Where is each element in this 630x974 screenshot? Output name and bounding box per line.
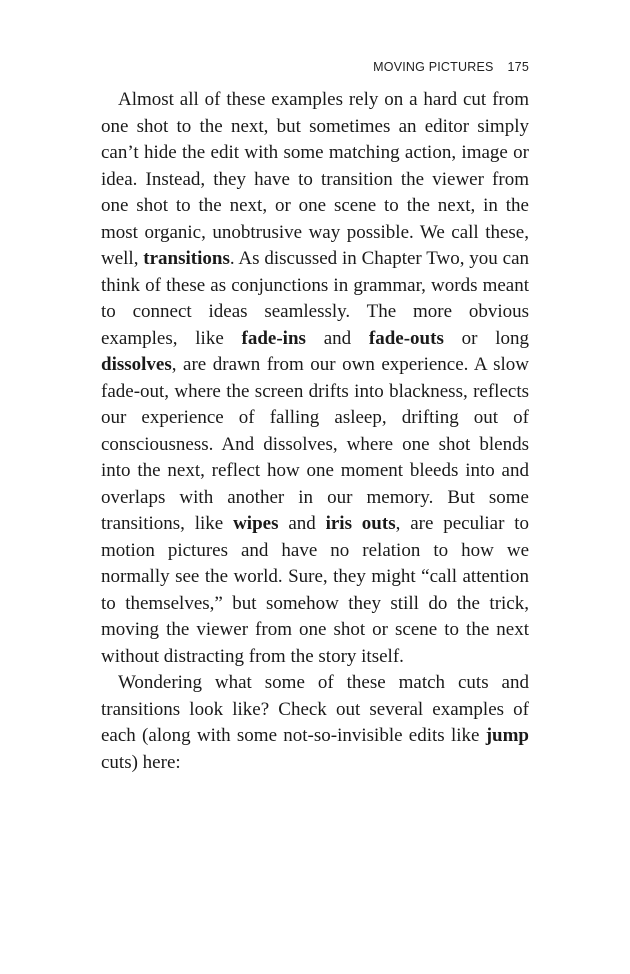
- text-segment: , are drawn from our own experience. A slow fade-out, where the screen drifts into blackness, reflects our experience of falling asleep, drifting out of consciousness. And dissolves, where one shot blends into the next, reflect how one moment bleeds into and overlaps with another in our memory. But some transitions, like: [101, 354, 529, 534]
- page-number: 175: [507, 60, 529, 74]
- running-header: [373, 60, 529, 74]
- text-segment: cuts) here:: [101, 751, 181, 773]
- text-segment: or long: [443, 327, 529, 349]
- text-segment: , are peculiar to motion pictures and have no relation to how we normally see the world. Sure, they might “call attention to themselves,” but somehow they still do the trick, moving the viewer from one shot or scene to the next without distracting from the story itself.: [101, 513, 530, 667]
- bold-term-dissolves: dissolves: [101, 354, 172, 375]
- bold-term-iris-outs: iris outs: [325, 513, 396, 534]
- body-text: [101, 87, 529, 776]
- text-segment: and: [278, 513, 326, 534]
- bold-term-jump: jump: [485, 725, 529, 746]
- text-segment: and: [305, 327, 369, 349]
- text-segment: Almost all of these examples rely on a hard cut from one shot to the next, but sometimes an editor simply can’t hide the edit with some matching action, image or idea. Instead, they have to transition the viewer from one shot to the next, or one scene to the next, in the most organic, unobtrusive way possible. We call these, well,: [101, 89, 529, 269]
- bold-term-transitions: transitions: [143, 248, 230, 269]
- text-segment: Wondering what some of these match cuts and transitions look like? Check out several examples of each (along with some not-so-invisible edits like: [101, 672, 529, 746]
- bold-term-fade-outs: fade-outs: [368, 327, 444, 349]
- paragraph-2: [101, 670, 529, 776]
- paragraph-1: [101, 87, 529, 670]
- bold-term-fade-ins: fade-ins: [241, 327, 306, 349]
- text-segment: . As discussed in Chapter Two, you can think of these as conjunctions in grammar, words meant to connect ideas seamlessly. The more obvious examples, like: [101, 248, 529, 349]
- running-title: MOVING PICTURES: [373, 60, 494, 74]
- bold-term-wipes: wipes: [233, 513, 279, 534]
